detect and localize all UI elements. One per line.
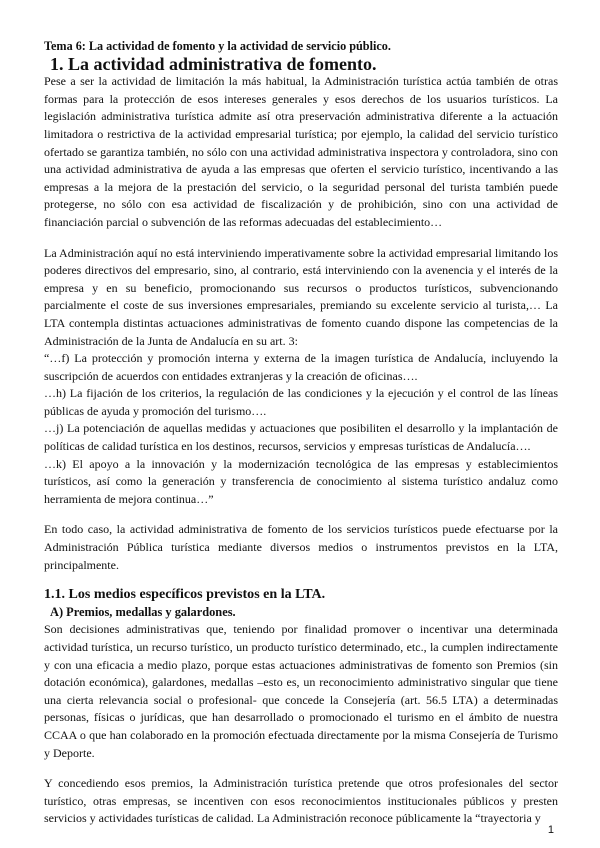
section-heading-1: 1. La actividad administrativa de fomento. (50, 53, 377, 74)
subsection-heading-a: A) Premios, medallas y galardones. (50, 604, 236, 619)
paragraph-3: En todo caso, la actividad administrativa de fomento de los servicios turísticos puede efectuarse por la Administración Pública turística mediante diversos medios o instrumentos previstos en la LTA, principalmente. (44, 522, 558, 572)
page-number: 1 (547, 824, 554, 836)
quote-item-j: …j) La potenciación de aquellas medidas y actuaciones que posibiliten el desarrollo y la implantación de políticas de calidad turística en los destinos, recursos, servicios y empresas turísticas de Andalucía…. (44, 421, 558, 454)
section-heading-1-1: 1.1. Los medios específicos previstos en la LTA. (44, 586, 326, 603)
paragraph-1: Pese a ser la actividad de limitación la más habitual, la Administración turística actúa también de otras formas para la protección de esos intereses generales y esos derechos de los usuarios turísticos. La legislación administrativa turística admite así otra preservación administrativa diferente a la actuación limitadora o restrictiva de la actividad empresarial turística; por ejemplo, la calidad del servicio turístico ofertado se garantiza también, no sólo con una actividad administrativa inspectora y controladora, sino con una actividad administrativa de ayuda a las empresas que oferten el servicio turístico, incentivando a las empresas a la mejora de la prestación del servicio, o la seguridad personal del turista también puede protegerse, no sólo con esa actividad de fiscalización y de prohibición, sino con una actividad de financiación parcial o subvención de las reformas adecuadas del establecimiento… (44, 74, 558, 229)
paragraph-2: La Administración aquí no está interviniendo imperativamente sobre la actividad empresarial limitando los poderes directivos del empresario, sino, al contrario, está interviniendo con la avenencia y el interés de la empresa y en su beneficio, promocionando sus recursos o productos turísticos, subvencionando parcialmente el coste de sus inversiones empresariales, premiando su excelente servicio al turista,… La LTA contempla distintas actuaciones administrativas de fomento cuando dispone las competencias de la Administración de la Junta de Andalucía en su art. 3: (44, 245, 558, 348)
paragraph-4: Son decisiones administrativas que, teniendo por finalidad promover o incentivar una determinada actividad turística, un recurso turístico, un producto turístico determinado, etc., la cumplen indirectamente y con una eficacia a medio plazo, porque estas actuaciones administrativas de fomento son Premios (sin dotación económica), galardones, medallas –esto es, un reconocimiento administrativo singular que tiene una cierta relevancia social o profesional- que concede la Consejería (art. 56.5 LTA) a determinadas personas, físicas o jurídicas, que han desarrollado o promocionado el turismo en el ámbito de nuestra CCAA o que han colaborado en la promoción efectuada directamente por la misma Consejería de Turismo y Deporte. (44, 622, 558, 760)
quote-item-k: …k) El apoyo a la innovación y la modernización tecnológica de las empresas y establecimientos turísticos, así como la generación y transferencia de conocimiento al sistema turístico andaluz como herramienta de mejora continua…” (44, 456, 558, 506)
document-body (44, 38, 558, 828)
paragraph-5: Y concediendo esos premios, la Administración turística pretende que otros profesionales del sector turístico, otras empresas, se incentiven con esos reconocimientos institucionales públicos y presten servicios y actividades turísticas de calidad. La Administración reconoce públicamente la “trayectoria y (44, 776, 558, 826)
page-title: Tema 6: La actividad de fomento y la actividad de servicio público. (44, 39, 391, 53)
quote-item-f: “…f) La protección y promoción interna y externa de la imagen turística de Andalucía, incluyendo la suscripción de acuerdos con entidades extranjeras y la creación de oficinas…. (44, 351, 558, 383)
quote-item-h: …h) La fijación de los criterios, la regulación de las condiciones y la ejecución y el control de las líneas públicas de ayuda y promoción del turismo…. (44, 386, 558, 418)
